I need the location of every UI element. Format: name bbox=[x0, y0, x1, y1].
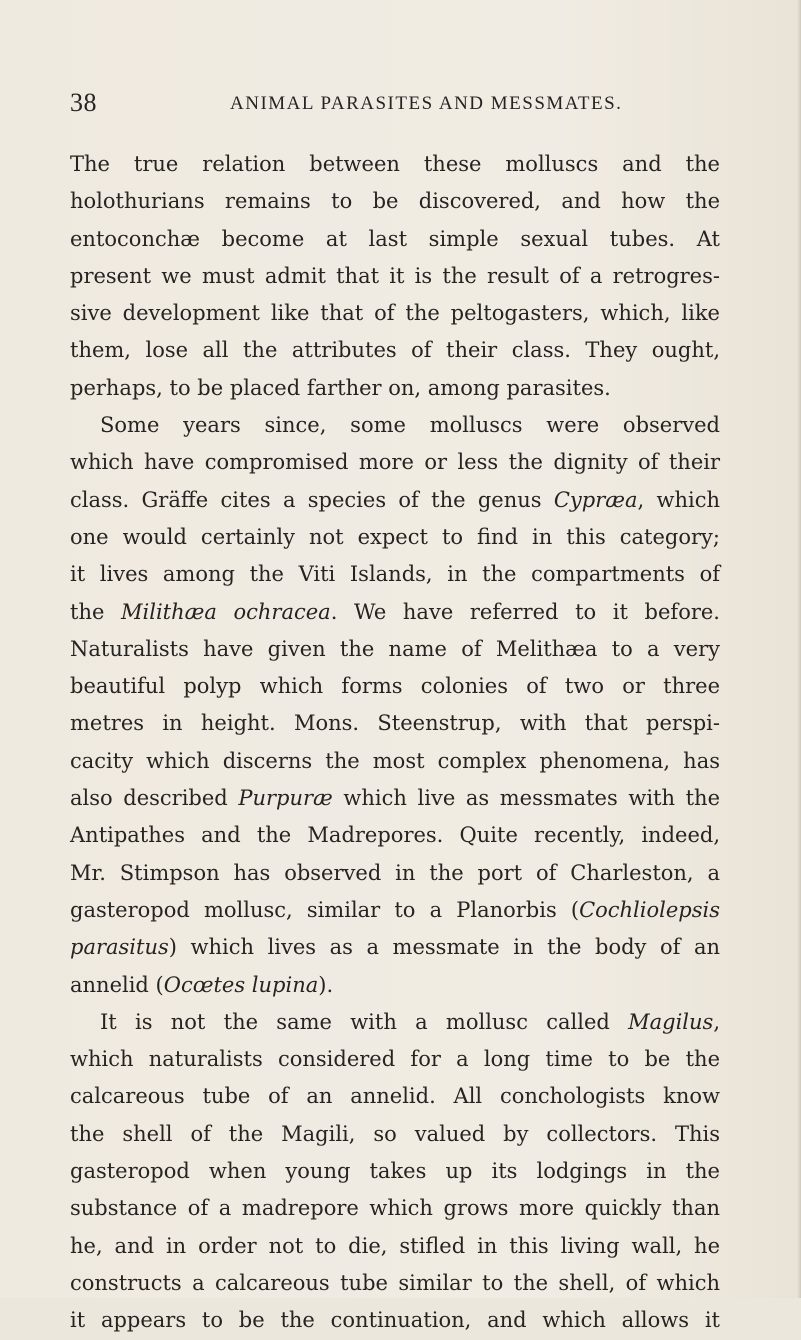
text-line: holothurians remains to be discovered, and how the bbox=[70, 189, 720, 214]
text-line: which have compromised more or less the dignity of their bbox=[70, 450, 720, 475]
text-line: it lives among the Viti Islands, in the compartments of bbox=[70, 562, 720, 587]
text-line: also described Purpuræ which live as messmates with the bbox=[70, 786, 721, 811]
text-line: calcareous tube of an annelid. All conchologists know bbox=[70, 1084, 720, 1109]
italic-term: Cochliolepsis bbox=[579, 897, 720, 922]
text-line: class. Gräffe cites a species of the genus Cypræa, which bbox=[70, 487, 720, 512]
page-edge-shadow bbox=[797, 0, 801, 1298]
italic-term: Ocœtes lupina bbox=[163, 972, 319, 997]
italic-term: Cypræa bbox=[553, 487, 638, 512]
text-line: entoconchæ become at last simple sexual tubes. At bbox=[70, 226, 720, 251]
text-line: cacity which discerns the most complex phenomena, has bbox=[70, 748, 720, 773]
text-line: he, and in order not to die, stifled in this living wall, he bbox=[70, 1233, 720, 1258]
text-line: Mr. Stimpson has observed in the port of Charleston, a bbox=[70, 860, 720, 885]
text-line: them, lose all the attributes of their class. They ought, bbox=[70, 338, 720, 363]
text-line: it appears to be the continuation, and which allows it bbox=[70, 1308, 720, 1333]
text-line: parasitus) which lives as a messmate in the body of an bbox=[70, 935, 720, 960]
italic-term: Magilus bbox=[628, 1009, 714, 1034]
italic-term: Milithæa ochracea bbox=[121, 599, 331, 624]
text-line: which naturalists considered for a long time to be the bbox=[70, 1047, 720, 1072]
running-head: ANIMAL PARASITES AND MESSMATES. bbox=[230, 93, 623, 114]
body-text bbox=[70, 146, 720, 1340]
text-line: the shell of the Magili, so valued by collectors. This bbox=[70, 1121, 720, 1146]
text-line: Antipathes and the Madrepores. Quite recently, indeed, bbox=[70, 823, 720, 848]
text-line: Some years since, some molluscs were observed bbox=[100, 413, 720, 438]
text-line: present we must admit that it is the result of a retrogres- bbox=[70, 263, 720, 288]
text-line: one would certainly not expect to find in this category; bbox=[70, 524, 720, 549]
page-header bbox=[70, 88, 710, 128]
italic-term: parasitus bbox=[70, 935, 169, 960]
text-line: gasteropod mollusc, similar to a Planorbis (Cochliolepsis bbox=[70, 897, 720, 922]
text-line: It is not the same with a mollusc called Magilus, bbox=[100, 1009, 720, 1034]
italic-term: Purpuræ bbox=[238, 786, 333, 811]
text-line: The true relation between these molluscs and the bbox=[70, 152, 720, 176]
text-line: constructs a calcareous tube similar to the shell, of which bbox=[70, 1270, 720, 1295]
text-line: beautiful polyp which forms colonies of two or three bbox=[70, 674, 720, 699]
text-line: annelid (Ocœtes lupina). bbox=[70, 972, 334, 997]
text-line: perhaps, to be placed farther on, among parasites. bbox=[70, 375, 611, 400]
text-line: metres in height. Mons. Steenstrup, with that perspi- bbox=[70, 711, 720, 736]
text-line: substance of a madrepore which grows more quickly than bbox=[70, 1196, 720, 1221]
text-line: sive development like that of the peltogasters, which, like bbox=[70, 301, 720, 326]
text-line: Naturalists have given the name of Melithæa to a very bbox=[70, 636, 720, 661]
text-line: gasteropod when young takes up its lodgings in the bbox=[70, 1159, 720, 1184]
page-number: 38 bbox=[70, 88, 97, 117]
text-line: the Milithæa ochracea. We have referred to it before. bbox=[70, 599, 720, 624]
